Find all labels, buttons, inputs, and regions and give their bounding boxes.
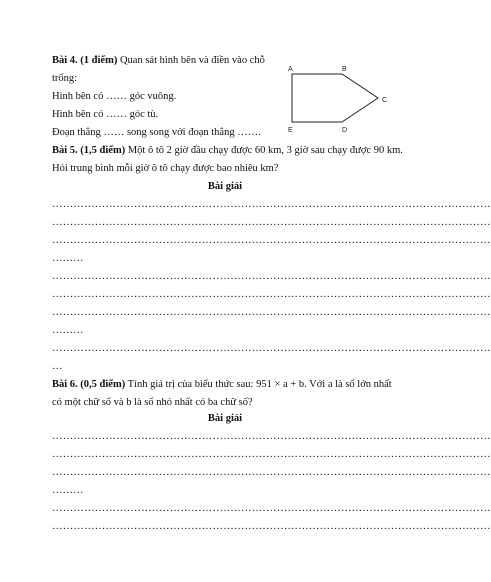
q4-title bbox=[52, 54, 265, 67]
point-E: E bbox=[288, 127, 293, 134]
q4-line-3: Đoạn thẳng …… song song với đoạn thẳng ……. bbox=[52, 127, 261, 138]
q5-answer-line: …………………………………………………………………………………………………………… bbox=[52, 307, 491, 318]
q6-text-2: có một chữ số và b là số nhỏ nhất có ba chữ số? bbox=[52, 397, 253, 408]
point-B: B bbox=[342, 66, 347, 73]
q5-answer-line: …………………………………………………………………………………………………………… bbox=[52, 235, 491, 246]
q5-answer-line-short: … bbox=[52, 361, 63, 372]
q5-text-1: Một ô tô 2 giờ đầu chạy được 60 km, 3 giờ sau chạy được 90 km. bbox=[125, 145, 403, 156]
q4-text-1: Quan sát hình bên và điền vào chỗ bbox=[117, 55, 265, 66]
q5-label: Bài 5. (1,5 điểm) bbox=[52, 145, 126, 156]
pentagon-shape bbox=[292, 74, 378, 122]
q6-heading: Bài giải bbox=[207, 413, 243, 424]
q4-line-2: Hình bên có …… góc tù. bbox=[52, 109, 159, 120]
point-D: D bbox=[342, 127, 348, 134]
q4-line-1: Hình bên có …… góc vuông. bbox=[52, 91, 177, 102]
q5-text-2: Hỏi trung bình mỗi giờ ô tô chạy được bao nhiêu km? bbox=[52, 163, 279, 174]
q6-answer-line: …………………………………………………………………………………………………………… bbox=[52, 503, 491, 514]
q6-answer-line: …………………………………………………………………………………………………………… bbox=[52, 449, 491, 460]
q4-label: Bài 4. (1 điểm) bbox=[52, 55, 118, 66]
q5-answer-line: …………………………………………………………………………………………………………… bbox=[52, 343, 491, 354]
q6-answer-line: …………………………………………………………………………………………………………… bbox=[52, 431, 491, 442]
q5-answer-line: …………………………………………………………………………………………………………… bbox=[52, 271, 491, 282]
q5-heading: Bài giải bbox=[207, 181, 243, 192]
q4-text-2: trống: bbox=[52, 73, 78, 84]
q6-answer-line-short: ……… bbox=[52, 485, 84, 496]
q5-answer-line-short: ……… bbox=[52, 253, 84, 264]
q6-text-1: Tính giá trị của biểu thức sau: 951 × a + b. Với a là số lớn nhất bbox=[125, 379, 392, 390]
q5-answer-line: …………………………………………………………………………………………………………… bbox=[52, 217, 491, 228]
q6-label: Bài 6. (0,5 điểm) bbox=[52, 379, 126, 390]
q5-answer-line: …………………………………………………………………………………………………………… bbox=[52, 199, 491, 210]
q6-answer-line: …………………………………………………………………………………………………………… bbox=[52, 467, 491, 478]
q6-title bbox=[52, 378, 392, 391]
q6-answer-line: …………………………………………………………………………………………………………… bbox=[52, 521, 491, 532]
q5-title bbox=[52, 144, 403, 157]
pentagon-figure bbox=[280, 60, 400, 140]
q5-answer-line-short: ……… bbox=[52, 325, 84, 336]
point-A: A bbox=[288, 66, 293, 73]
point-C: C bbox=[382, 97, 388, 104]
q5-answer-line: …………………………………………………………………………………………………………… bbox=[52, 289, 491, 300]
